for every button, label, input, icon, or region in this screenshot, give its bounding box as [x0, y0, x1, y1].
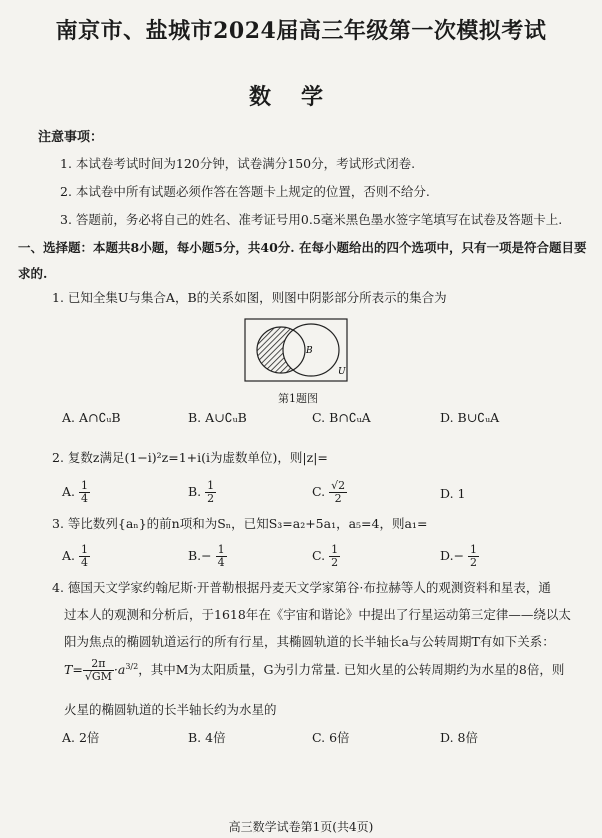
- q2-option-b: B. $\frac{1}{2}$: [188, 479, 215, 505]
- question-2-stem: 2. 复数z满足(1−i)²z=1+i(i为虚数单位)，则|z|=: [52, 450, 328, 465]
- q1-option-b: B. A∪∁ᵤB: [188, 410, 247, 425]
- venn-label-b: B: [306, 346, 313, 356]
- q1-option-d: D. B∪∁ᵤA: [440, 410, 500, 425]
- q3-option-d: D.− $\frac{1}{2}$: [440, 543, 478, 569]
- q2-option-d: D. 1: [440, 486, 466, 501]
- subject-title: 数学: [248, 84, 353, 110]
- q3-option-a: A. $\frac{1}{4}$: [62, 543, 88, 569]
- q3-option-b: B.− $\frac{1}{4}$: [188, 543, 225, 569]
- exam-title: 南京市、盐城市2024届高三年级第一次模拟考试: [55, 18, 547, 44]
- q3-option-c: C. $\frac{1}{2}$: [312, 543, 339, 569]
- q2-option-c: C. $\frac{√2}{2}$: [312, 479, 346, 505]
- q1-option-a: A. A∩∁ᵤB: [62, 410, 121, 425]
- figure-caption: 第1题图: [278, 392, 318, 405]
- venn-diagram: [244, 318, 348, 382]
- question-1-stem: 1. 已知全集U与集合A，B的关系如图，则图中阴影部分所表示的集合为: [52, 290, 447, 305]
- q4-option-d: D. 8倍: [440, 730, 478, 745]
- notes-heading: 注意事项：: [38, 130, 104, 145]
- page-footer: 高三数学试卷第1页(共4页): [228, 820, 374, 834]
- question-4-line: 阳为焦点的椭圆轨道运行的所有行星，其椭圆轨道的长半轴长a与公转周期T有如下关系：: [64, 634, 555, 649]
- note-item: 3. 答题前，务必将自己的姓名、准考证号用0.5毫米黑色墨水签字笔填写在试卷及答题卡上.: [60, 212, 563, 227]
- q4-option-a: A. 2倍: [62, 730, 100, 745]
- note-item: 1. 本试卷考试时间为120分钟，试卷满分150分，考试形式闭卷.: [60, 156, 416, 171]
- note-item: 2. 本试卷中所有试题必须作答在答题卡上规定的位置，否则不给分.: [60, 184, 430, 199]
- question-4-line: 过本人的观测和分析后，于1618年在《宇宙和谐论》中提出了行星运动第三定律——绕以太: [64, 607, 571, 622]
- question-4-formula-line: T= $\frac{2\pi}{√GM}$ $\cdot a^{3/2}$，其中M为太阳质量，G为引力常量. 已知火星的公转周期约为水星的8倍，则: [64, 657, 565, 683]
- venn-label-u: U: [338, 367, 346, 377]
- section-heading: 一、选择题：本题共8小题，每小题5分，共40分. 在每小题给出的四个选项中，只有一项是符合题目要求的.: [18, 240, 587, 281]
- q1-option-c: C. B∩∁ᵤA: [312, 410, 371, 425]
- question-4-line: 火星的椭圆轨道的长半轴长约为水星的: [64, 702, 277, 717]
- q4-option-c: C. 6倍: [312, 730, 350, 745]
- q2-option-a: A. $\frac{1}{4}$: [62, 479, 88, 505]
- question-3-stem: 3. 等比数列{aₙ}的前n项和为Sₙ，已知S₃=a₂+5a₁，a₅=4，则a₁=: [52, 516, 428, 531]
- q4-option-b: B. 4倍: [188, 730, 226, 745]
- question-4-line: 4. 德国天文学家约翰尼斯·开普勒根据丹麦天文学家第谷·布拉赫等人的观测资料和星表，通: [52, 580, 551, 595]
